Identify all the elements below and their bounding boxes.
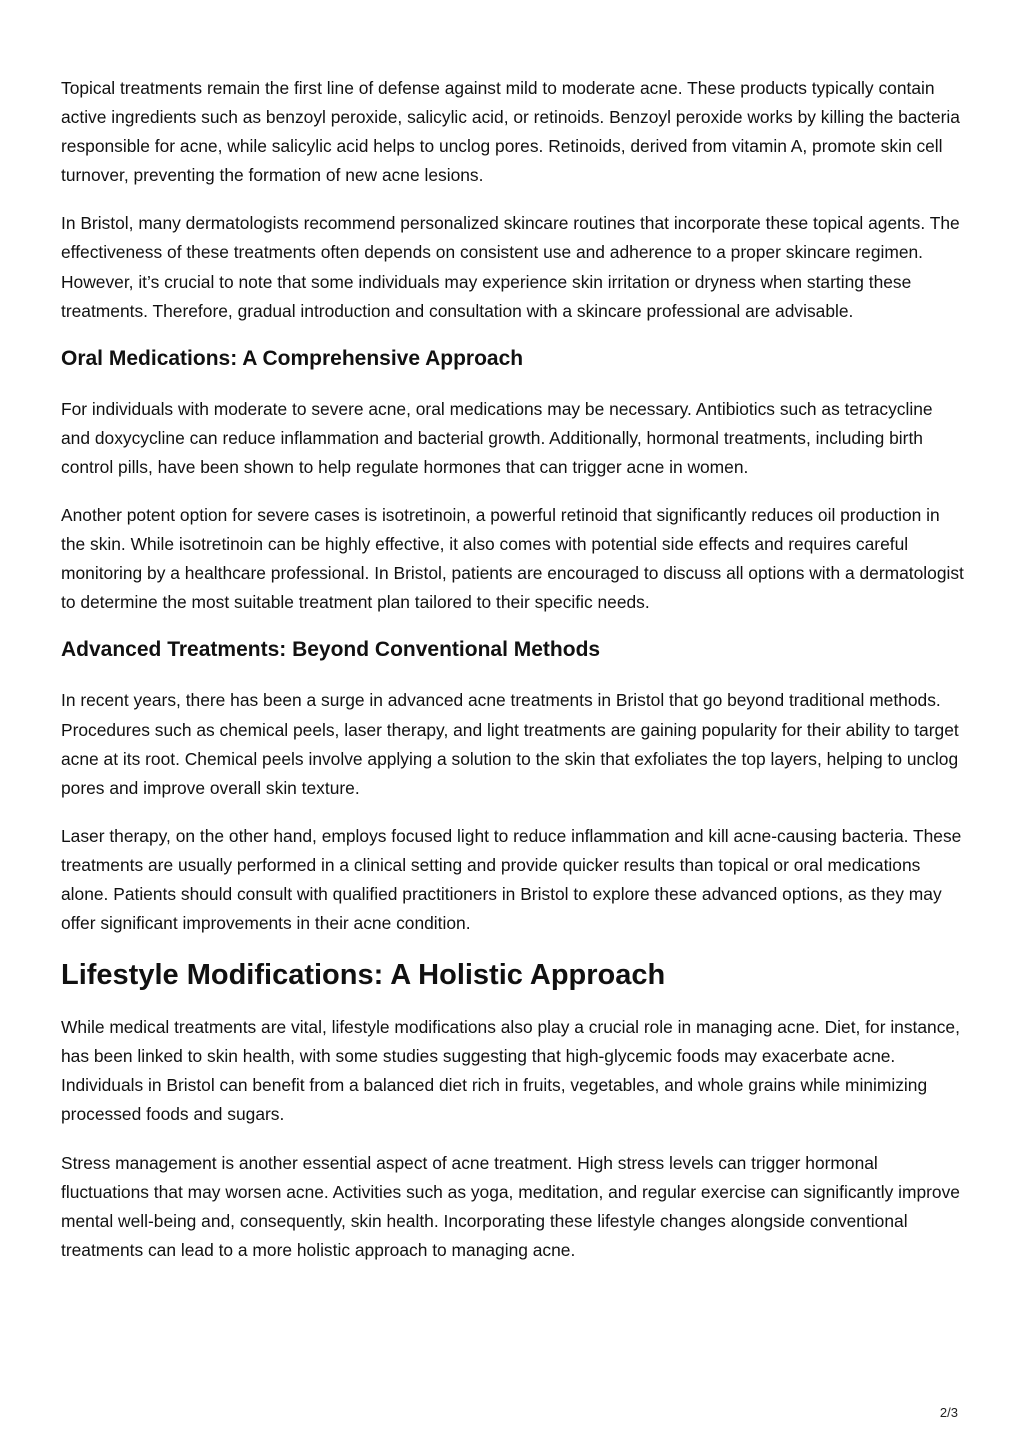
paragraph-laser-therapy: Laser therapy, on the other hand, employs focused light to reduce inflammation and kill acne-causing bacteria. These treatments are usually performed in a clinical setting and provide quicker results than topical or oral medications alone. Patients should consult with qualified practitioners in Bristol to explore these advanced options, as they may offer significant improvements in their acne condition. xyxy=(61,825,962,934)
document-body xyxy=(61,74,966,1284)
heading-advanced-treatments: Advanced Treatments: Beyond Conventional Methods xyxy=(61,638,601,662)
paragraph-oral-medications: For individuals with moderate to severe acne, oral medications may be necessary. Antibiotics such as tetracycline and doxycycline can reduce inflammation and bacterial growth. Additionally, hormonal treatments, including birth control pills, have been shown to help regulate hormones that can trigger acne in women. xyxy=(61,398,933,477)
paragraph-stress-management: Stress management is another essential aspect of acne treatment. High stress levels can trigger hormonal fluctuations that may worsen acne. Activities such as yoga, meditation, and regular exercise can significantly improve mental well-being and, consequently, skin health. Incorporating these lifestyle changes alongside conventional treatments can lead to a more holistic approach to managing acne. xyxy=(61,1152,960,1260)
paragraph-topical-treatments: Topical treatments remain the first line of defense against mild to moderate acne. These products typically contain active ingredients such as benzoyl peroxide, salicylic acid, or retinoids. Benzoyl peroxide works by killing the bacteria responsible for acne, while salicylic acid helps to unclog pores. Retinoids, derived from vitamin A, promote skin cell turnover, preventing the formation of new acne lesions. xyxy=(61,78,960,186)
heading-lifestyle-modifications: Lifestyle Modifications: A Holistic Approach xyxy=(61,959,666,992)
paragraph-isotretinoin: Another potent option for severe cases is isotretinoin, a powerful retinoid that significantly reduces oil production in the skin. While isotretinoin can be highly effective, it also comes with potential side effects and requires careful monitoring by a healthcare professional. In Bristol, patients are encouraged to discuss all options with a dermatologist to determine the most suitable treatment plan tailored to their specific needs. xyxy=(61,505,964,613)
paragraph-diet: While medical treatments are vital, lifestyle modifications also play a crucial role in managing acne. Diet, for instance, has been linked to skin health, with some studies suggesting that high-glycemic foods may exacerbate acne. Individuals in Bristol can benefit from a balanced diet rich in fruits, vegetables, and whole grains while minimizing processed foods and sugars. xyxy=(61,1017,960,1125)
heading-oral-medications: Oral Medications: A Comprehensive Approach xyxy=(61,346,524,370)
paragraph-advanced-treatments: In recent years, there has been a surge in advanced acne treatments in Bristol that go beyond traditional methods. Procedures such as chemical peels, laser therapy, and light treatments are gaining popularity for their ability to target acne at its root. Chemical peels involve applying a solution to the skin that exfoliates the top layers, helping to unclog pores and improve overall skin texture. xyxy=(61,690,959,798)
page-number: 2/3 xyxy=(939,1405,958,1420)
paragraph-bristol-dermatologists: In Bristol, many dermatologists recommend personalized skincare routines that incorporate these topical agents. The effectiveness of these treatments often depends on consistent use and adherence to a proper skincare regimen. However, it’s crucial to note that some individuals may experience skin irritation or dryness when starting these treatments. Therefore, gradual introduction and consultation with a skincare professional are advisable. xyxy=(61,213,960,321)
